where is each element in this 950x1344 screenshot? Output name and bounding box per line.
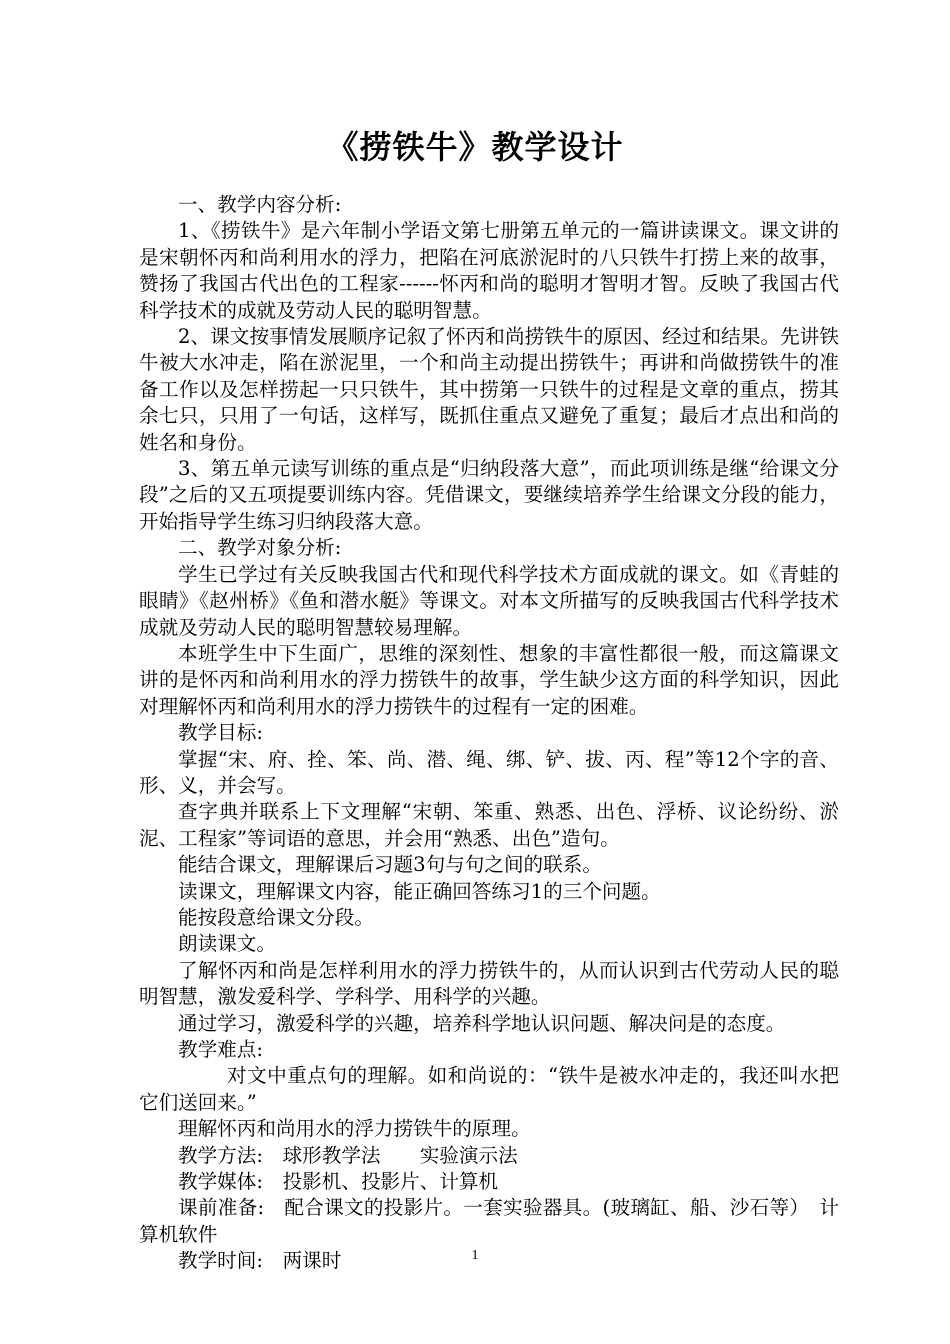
goal-item-2: 查字典并联系上下文理解“宋朝、笨重、熟悉、出色、浮桥、议论纷纷、淤泥、工程家”等词语的意思，并会用“熟悉、出色”造句。: [139, 800, 839, 850]
document-body: [139, 192, 839, 1275]
goal-item-1: 掌握“宋、府、拴、笨、尚、潜、绳、绑、铲、拔、丙、程”等12个字的音、形、义，并会写。: [139, 747, 839, 797]
difficulty-item-1: 对文中重点句的理解。如和尚说的：“铁牛是被水冲走的，我还叫水把它们送回来。”: [139, 1064, 839, 1114]
goal-item-6: 朗读课文。: [178, 932, 276, 956]
heading-content-analysis: 一、教学内容分析:: [178, 193, 342, 216]
goal-item-7: 了解怀丙和尚是怎样利用水的浮力捞铁牛的，从而认识到古代劳动人民的聪明智慧，激发爱科学、学科学、用科学的兴趣。: [139, 958, 839, 1009]
difficulty-item-2: 理解怀丙和尚用水的浮力捞铁牛的原理。: [178, 1117, 531, 1141]
class-preparation: 课前准备: 配合课文的投影片。一套实验器具。(玻璃缸、船、沙石等） 计算机软件: [139, 1196, 839, 1246]
goal-item-3: 能结合课文，理解课后习题3句与句之间的联系。: [178, 853, 602, 877]
teaching-methods: 教学方法: 球形教学法 实验演示法: [178, 1143, 518, 1167]
heading-student-analysis: 二、教学对象分析:: [178, 536, 342, 560]
paragraph-student-1: 学生已学过有关反映我国古代和现代科学技术方面成就的课文。如《青蛙的眼睛》《赵州桥》《鱼和潜水艇》等课文。对本文所描写的反映我国古代科学技术成就及劳动人民的聪明智慧较易理解。: [139, 562, 839, 639]
teaching-media: 教学媒体: 投影机、投影片、计算机: [178, 1170, 499, 1194]
goal-item-4: 读课文，理解课文内容，能正确回答练习1的三个问题。: [178, 879, 661, 903]
teaching-time: 教学时间: 两课时: [178, 1249, 342, 1273]
goal-item-8: 通过学习，激爱科学的兴趣，培养科学地认识问题、解决问是的态度。: [178, 1011, 786, 1035]
heading-difficulties: 教学难点:: [178, 1038, 263, 1061]
paragraph-student-2: 本班学生中下生面广，思维的深刻性、想象的丰富性都很一般，而这篇课文讲的是怀丙和尚利用水的浮力捞铁牛的故事，学生缺少这方面的科学知识，因此对理解怀丙和尚利用水的浮力捞铁牛的过程有一定的困难。: [139, 641, 839, 718]
paragraph-analysis-2: 2、课文按事情发展顺序记叙了怀丙和尚捞铁牛的原因、经过和结果。先讲铁牛被大水冲走，陷在淤泥里，一个和尚主动提出捞铁牛；再讲和尚做捞铁牛的准备工作以及怎样捞起一只只铁牛，其中捞第一只铁牛的过程是文章的重点，捞其余七只，只用了一句话，这样写，既抓住重点又避免了重复；最后才点出和尚的姓名和身份。: [139, 325, 839, 454]
goal-item-5: 能按段意给课文分段。: [178, 905, 374, 929]
document-title: 《捞铁牛》教学设计: [326, 128, 624, 166]
paragraph-analysis-3: 3、第五单元读写训练的重点是“归纳段落大意”，而此项训练是继“给课文分段”之后的又五项提要训练内容。凭借课文，要继续培养学生给课文分段的能力，开始指导学生练习归纳段落大意。: [139, 457, 839, 533]
page-number: 1: [471, 1248, 479, 1263]
paragraph-analysis-1: 1、《捞铁牛》是六年制小学语文第七册第五单元的一篇讲读课文。课文讲的是宋朝怀丙和尚利用水的浮力，把陷在河底淤泥时的八只铁牛打捞上来的故事，赞扬了我国古代出色的工程家------怀丙和尚的聪明才智明才智。反映了我国古代科学技术的成就及劳动人民的聪明智慧。: [139, 219, 839, 322]
heading-teaching-goals: 教学目标:: [178, 721, 263, 745]
